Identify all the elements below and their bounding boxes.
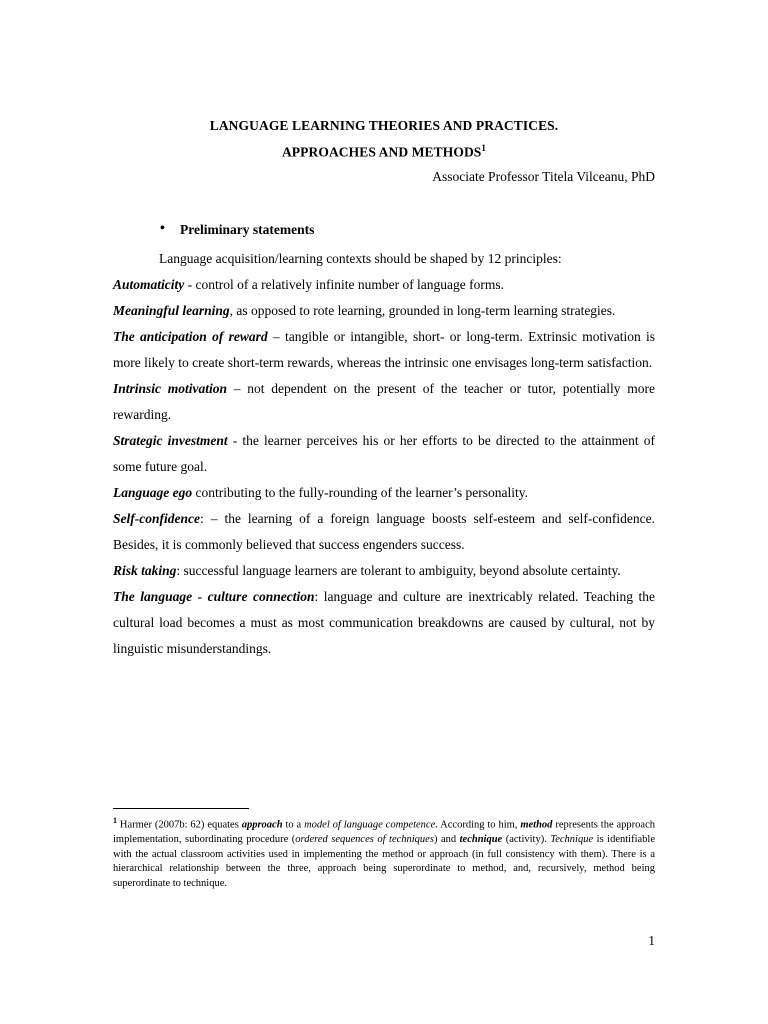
footnote-text: (activity). [502,834,551,845]
title-line-1 [0,118,768,134]
footnote-term-method: method [520,819,553,831]
bullet-icon: • [160,221,165,236]
principle-text: : – the learning of a foreign language boosts self-esteem and self-confidence. Besides, it is commonly believed that success engenders success. [113,511,655,552]
principle-item [113,480,655,506]
principle-item [113,558,655,584]
footnote-italic-technique: Technique [550,834,594,845]
principle-item [113,584,655,662]
section-heading-text: Preliminary statements [180,222,315,237]
principle-item [113,428,655,480]
principle-text: - control of a relatively infinite number of language forms. [184,277,505,292]
footnote-text: ) and [433,834,460,845]
intro-paragraph: Language acquisition/learning contexts should be shaped by 12 principles: [159,251,562,266]
principle-text: – not dependent on the present of the teacher or tutor, potentially more rewarding. [113,381,655,422]
footnote-italic-model: model of language competence [304,819,436,831]
principle-term: Meaningful learning [113,303,230,318]
principle-text: : successful language learners are tolerant to ambiguity, beyond absolute certainty. [176,563,621,578]
principle-term: Automaticity [113,277,185,292]
footnote-text: to a [282,819,305,831]
principle-item [113,506,655,558]
principle-term: Intrinsic motivation [113,381,228,396]
footnote-ref[interactable]: 1 [481,143,487,153]
principle-item [113,324,655,376]
title-text-2: APPROACHES AND METHODS [281,144,482,160]
footnote-term-approach: approach [241,819,283,831]
footnote-term-technique: technique [459,834,503,845]
principle-item [113,376,655,428]
principle-term: The anticipation of reward [113,329,268,344]
principle-term: Language ego [113,485,193,500]
footnote-text: is identifiable with the actual classroom activities used in implementing the method or approach (in full consistency with them). There is a hierarchical relationship between the three, approach being superordinate to method, and, recursively, method being superordinate to technique. [113,834,655,889]
footnote-marker: 1 [113,816,117,825]
principle-text: , as opposed to rote learning, grounded in long-term learning strategies. [229,303,616,318]
principle-term: Strategic investment [113,433,228,448]
principle-item [113,272,655,298]
footnote [113,814,655,891]
principle-item [113,298,655,324]
principle-term: Self-confidence [113,511,200,526]
body-text [113,246,655,662]
principle-term: The language - culture connection [113,589,315,604]
principle-term: Risk taking [113,563,177,578]
author-line: Associate Professor Titela Vilceanu, PhD [432,169,655,184]
principle-text: : language and culture are inextricably related. Teaching the cultural load becomes a must as most communication breakdowns are caused by cultural, not by linguistic misunderstandings. [113,589,655,656]
title-text-1: LANGUAGE LEARNING THEORIES AND PRACTICES. [209,118,559,133]
title-line-2 [0,143,768,161]
footnote-separator [113,808,249,809]
page-number: 1 [648,933,655,948]
footnote-italic-ordered: ordered sequences of techniques [295,834,434,845]
footnote-text: . According to him, [435,819,521,831]
principle-text: - the learner perceives his or her efforts to be directed to the attainment of some future goal. [113,433,655,474]
footnote-text: Harmer (2007b: 62) equates [117,819,242,831]
principle-text: contributing to the fully-rounding of the learner’s personality. [192,485,529,500]
principle-text: – tangible or intangible, short- or long-term. Extrinsic motivation is more likely to create short-term rewards, whereas the intrinsic one envisages long-term satisfaction. [113,329,655,370]
footnote-text: represents the approach implementation, subordinating procedure ( [113,819,655,845]
